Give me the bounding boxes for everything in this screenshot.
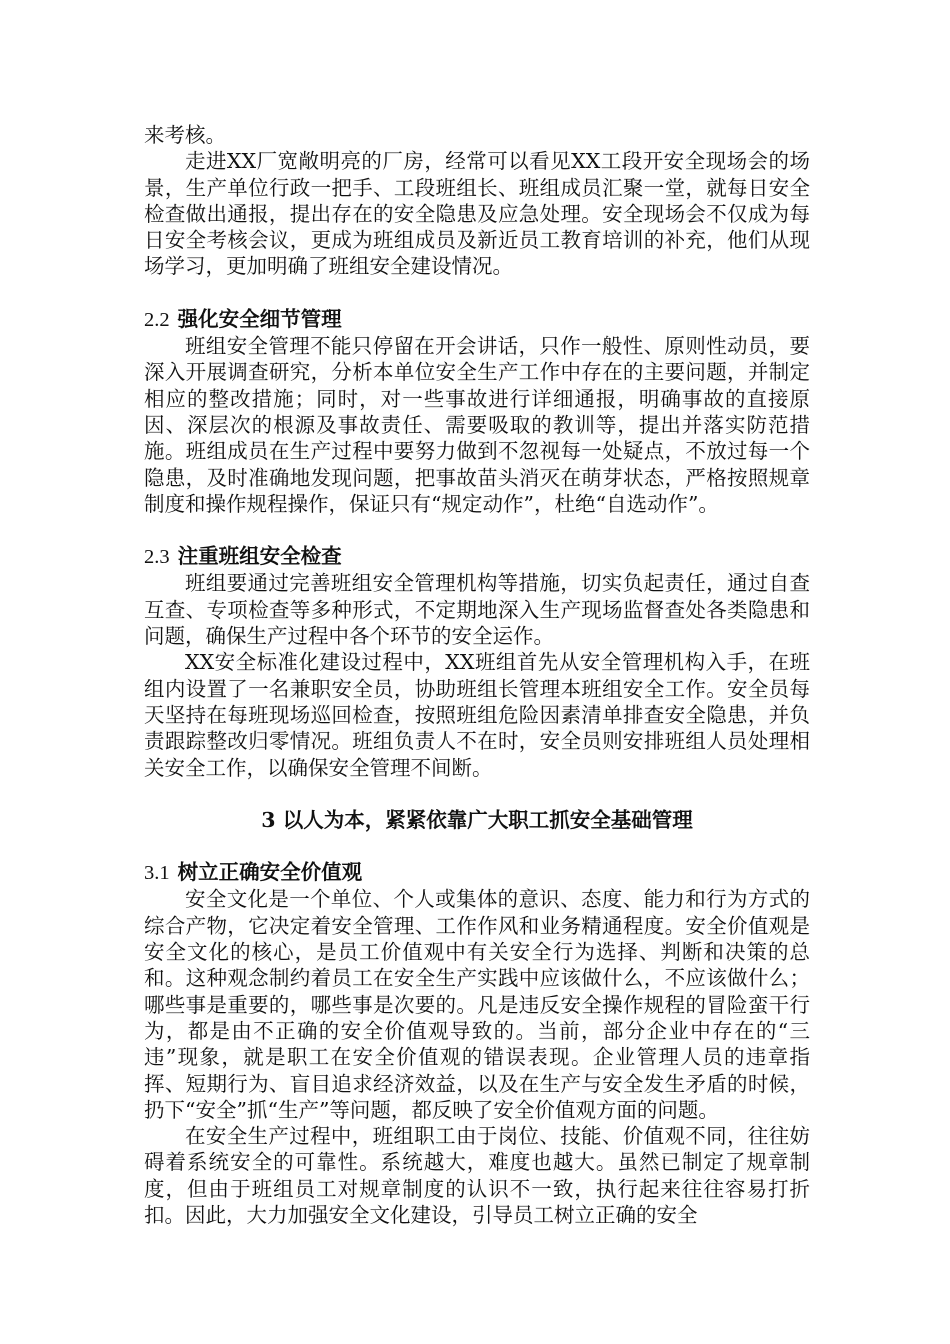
section-number: 2.3	[144, 546, 170, 569]
section-title: 树立正确安全价值观	[177, 860, 363, 885]
section-heading-2-2	[144, 306, 810, 333]
paragraph-detail-management: 班组安全管理不能只停留在开会讲话，只作一般性、原则性动员，要深入开展调查研究，分析本单位安全生产工作中存在的主要问题，并制定相应的整改措施；同时，对一些事故进行详细通报，明确事故的直接原因、深层次的根源及事故责任、需要吸取的教训等，提出并落实防范措施。班组成员在生产过程中要努力做到不忽视每一处疑点，不放过每一个隐患，及时准确地发现问题，把事故苗头消灭在萌芽状态，严格按照规章制度和操作规程操作，保证只有“规定动作”，杜绝“自选动作”。	[144, 334, 810, 516]
paragraph-safety-officer: XX安全标准化建设过程中，XX班组首先从安全管理机构入手，在班组内设置了一名兼职安全员，协助班组长管理本班组安全工作。安全员每天坚持在每班现场巡回检查，按照班组危险因素清单排查安全隐患，并负责跟踪整改归零情况。班组负责人不在时，安全员则安排班组人员处理相关安全工作，以确保安全管理不间断。	[144, 650, 810, 780]
section-heading-2-3	[144, 543, 810, 570]
chapter-heading-3: 3 以人为本，紧紧依靠广大职工抓安全基础管理	[261, 807, 693, 832]
spacer	[144, 517, 810, 543]
spacer	[144, 280, 810, 306]
section-number: 2.2	[144, 308, 170, 331]
paragraph-safety-inspection: 班组要通过完善班组安全管理机构等措施，切实负起责任，通过自查互查、专项检查等多种形式，不定期地深入生产现场监督查处各类隐患和问题，确保生产过程中各个环节的安全运作。	[144, 571, 810, 649]
document-page	[144, 122, 810, 1228]
section-title: 强化安全细节管理	[177, 306, 342, 331]
paragraph-safety-meeting: 走进XX厂宽敞明亮的厂房，经常可以看见XX工段开安全现场会的场景，生产单位行政一把手、工段班组长、班组成员汇聚一堂，就每日安全检查做出通报，提出存在的安全隐患及应急处理。安全现场会不仅成为每日安全考核会议，更成为班组成员及新近员工教育培训的补充，他们从现场学习，更加明确了班组安全建设情况。	[144, 149, 810, 279]
paragraph-continuation: 来考核。	[144, 123, 226, 147]
section-number: 3.1	[144, 862, 170, 885]
paragraph-team-values: 在安全生产过程中，班组职工由于岗位、技能、价值观不同，往往妨碍着系统安全的可靠性。系统越大，难度也越大。虽然已制定了规章制度，但由于班组员工对规章制度的认识不一致，执行起来往往容易打折扣。因此，大力加强安全文化建设，引导员工树立正确的安全	[144, 1124, 810, 1227]
section-heading-3-1	[144, 859, 810, 886]
section-title: 注重班组安全检查	[177, 544, 342, 569]
spacer	[144, 833, 810, 859]
paragraph-safety-culture: 安全文化是一个单位、个人或集体的意识、态度、能力和行为方式的综合产物，它决定着安全管理、工作作风和业务精通程度。安全价值观是安全文化的核心，是员工价值观中有关安全行为选择、判断和决策的总和。这种观念制约着员工在安全生产实践中应该做什么，不应该做什么；哪些事是重要的，哪些事是次要的。凡是违反安全操作规程的冒险蛮干行为，都是由不正确的安全价值观导致的。当前，部分企业中存在的“三违”现象，就是职工在安全价值观的错误表现。企业管理人员的违章指挥、短期行为、盲目追求经济效益，以及在生产与安全发生矛盾的时候，扔下“安全”抓“生产”等问题，都反映了安全价值观方面的问题。	[144, 887, 810, 1122]
spacer	[144, 781, 810, 807]
